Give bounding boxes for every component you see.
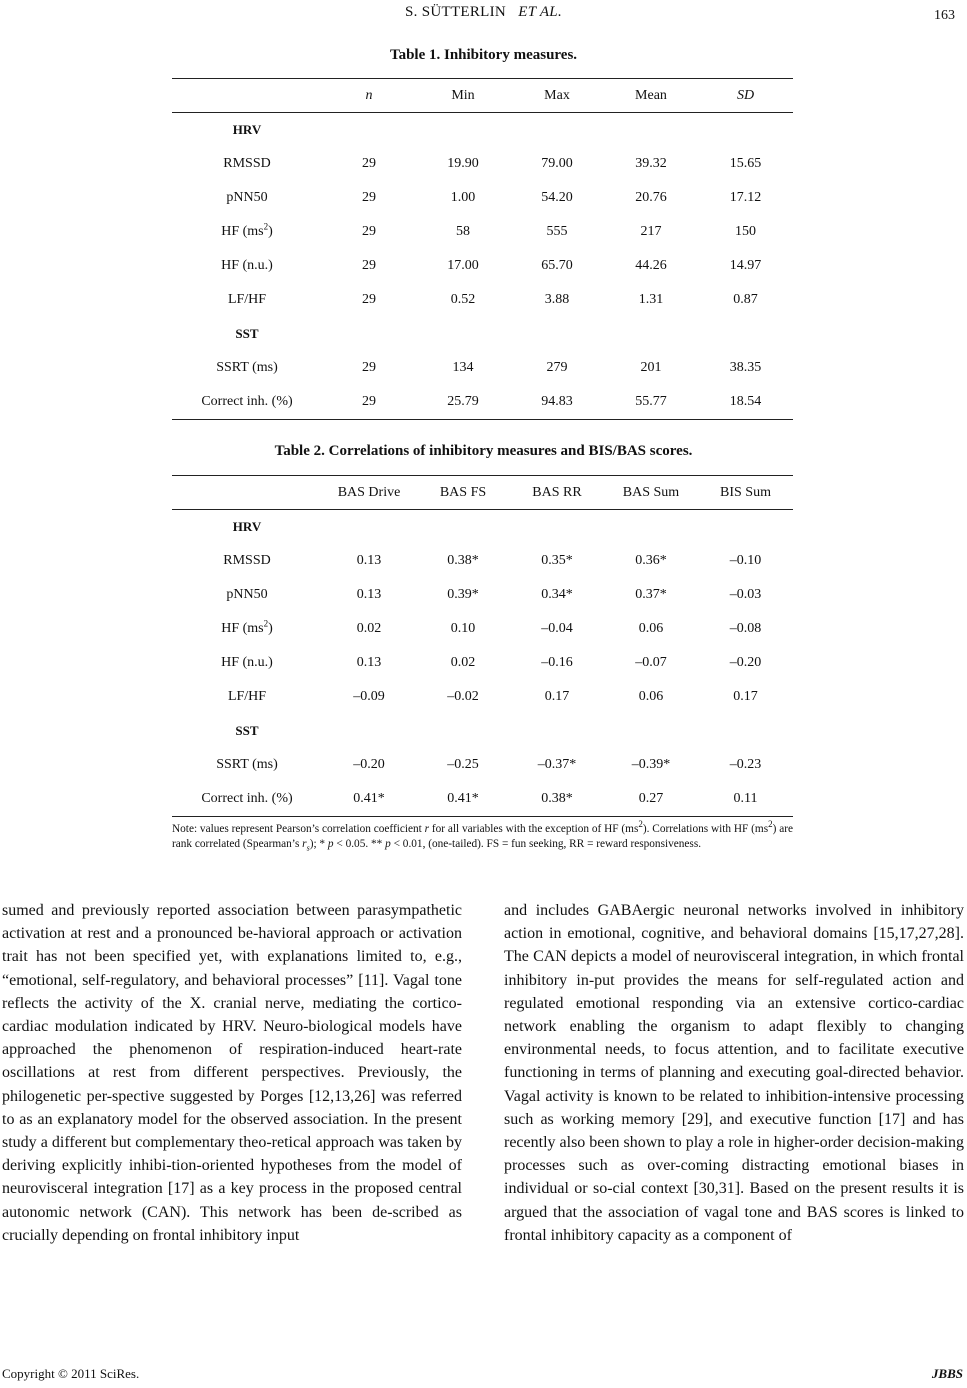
table1-col-header: Mean xyxy=(604,79,698,113)
table-row xyxy=(172,748,793,782)
table-cell xyxy=(322,317,416,351)
table-cell: 0.10 xyxy=(450,621,476,636)
row-label: RMSSD xyxy=(223,553,271,568)
table-row xyxy=(172,782,793,817)
table-cell: 0.27 xyxy=(604,782,698,817)
table-cell xyxy=(322,714,416,748)
table-row xyxy=(172,249,793,283)
table-cell xyxy=(416,113,510,148)
table2-body xyxy=(172,510,793,817)
table2-col-header: BAS Drive xyxy=(322,476,416,510)
table-cell: 0.39* xyxy=(447,587,479,602)
table-cell: 29 xyxy=(362,190,376,205)
page-number: 163 xyxy=(934,8,955,23)
table-row xyxy=(172,181,793,215)
row-label: HF (n.u.) xyxy=(221,258,273,273)
table-cell: 19.90 xyxy=(447,156,479,171)
journal-name: JBBS xyxy=(931,1366,963,1381)
row-label: SSRT (ms) xyxy=(216,757,278,772)
table-cell: 29 xyxy=(362,224,376,239)
table-cell: 29 xyxy=(362,360,376,375)
table-cell xyxy=(510,317,604,351)
table-cell xyxy=(416,714,510,748)
table1-col-header: n xyxy=(322,79,416,113)
table-row xyxy=(172,680,793,714)
running-head-authors: S. SÜTTERLIN xyxy=(404,4,507,20)
table-cell: 0.17 xyxy=(733,689,758,704)
table-cell: 29 xyxy=(362,258,376,273)
body-right-column xyxy=(504,899,964,1247)
table-cell: 38.35 xyxy=(729,360,762,375)
page-header xyxy=(0,4,967,28)
table2-header-row xyxy=(172,476,793,510)
row-label: Correct inh. (%) xyxy=(172,385,322,420)
table-cell: –0.37* xyxy=(537,757,577,772)
table-cell: 1.00 xyxy=(450,190,476,205)
table1 xyxy=(172,78,793,420)
row-label: SST xyxy=(235,326,259,341)
table-cell xyxy=(604,510,698,545)
table2 xyxy=(172,475,793,817)
table-row xyxy=(172,317,793,351)
table-cell xyxy=(510,113,604,148)
table-cell: 0.17 xyxy=(544,689,570,704)
table-row xyxy=(172,351,793,385)
table-cell: 3.88 xyxy=(544,292,570,307)
table-cell xyxy=(416,510,510,545)
table-cell: 17.12 xyxy=(729,190,762,205)
table2-col-header: BAS FS xyxy=(416,476,510,510)
table-cell xyxy=(604,317,698,351)
table-cell xyxy=(510,510,604,545)
right-column-text: and includes GABAergic neuronal networks involved in inhibitory action in emotional, cognitive, and behavioral domains [15,17,27,28]. The CAN depicts a model of neurovisceral integration, in which frontal inhibitory in-put provides the means for self-regulated action and regulated emotional responding via an extensive cortico-cardiac network enabling the organism to adapt flexibly to changing environmental needs, to focus attention, and to facilitate executive functioning in terms of planning and executing goal-directed behavior. Vagal activity is known to be related to inhibition-intensive processing such as working memory [29], and executive function [17] and has recently also been shown to play a role in higher-order decision-making processes such as over-coming distracting emotional biases in individual or so-cial context [30,31]. Based on the present results it is argued that the association of vagal tone and BAS scores is linked to frontal inhibitory capacity as a component of xyxy=(504,902,964,1244)
table-cell: 150 xyxy=(735,224,756,239)
table-cell: 0.06 xyxy=(638,621,664,636)
row-label: LF/HF xyxy=(227,292,267,307)
table-row xyxy=(172,283,793,317)
table-cell: –0.16 xyxy=(541,655,573,670)
table-cell: 0.87 xyxy=(733,292,758,307)
table-cell xyxy=(698,510,793,545)
table-cell: 55.77 xyxy=(604,385,698,420)
table-cell: 20.76 xyxy=(635,190,667,205)
table-cell: 0.38* xyxy=(510,782,604,817)
table-cell: 29 xyxy=(362,292,376,307)
table1-col-header: Max xyxy=(510,79,604,113)
copyright: Copyright © 2011 SciRes. xyxy=(2,1366,140,1381)
table-cell: 29 xyxy=(362,156,376,171)
table-cell: –0.02 xyxy=(447,689,479,704)
table-cell: 0.13 xyxy=(356,553,382,568)
table-cell: 79.00 xyxy=(541,156,573,171)
table-cell: 0.37* xyxy=(635,587,667,602)
table-cell: 29 xyxy=(322,385,416,420)
table1-body xyxy=(172,113,793,420)
table-cell: 58 xyxy=(456,224,470,239)
table-cell xyxy=(698,113,793,148)
table-row xyxy=(172,385,793,420)
table-cell: 134 xyxy=(452,360,474,375)
table-cell xyxy=(416,317,510,351)
table2-col-header: BIS Sum xyxy=(698,476,793,510)
table-cell xyxy=(322,510,416,545)
table-cell: 0.11 xyxy=(698,782,793,817)
table1-col-header xyxy=(172,79,322,113)
table-cell: –0.04 xyxy=(541,621,573,636)
row-label: pNN50 xyxy=(226,190,268,205)
table-row xyxy=(172,147,793,181)
table-cell: 18.54 xyxy=(698,385,793,420)
table-cell: 17.00 xyxy=(447,258,479,273)
table-row xyxy=(172,612,793,646)
table-cell: 217 xyxy=(640,224,662,239)
table-row xyxy=(172,578,793,612)
table-cell: 94.83 xyxy=(510,385,604,420)
table-cell: 555 xyxy=(546,224,568,239)
row-label: HF $(ms^2)$ xyxy=(221,618,273,636)
table-cell: –0.07 xyxy=(635,655,667,670)
table-cell: 14.97 xyxy=(729,258,762,273)
table-cell: 0.34* xyxy=(541,587,573,602)
table-cell: 0.02 xyxy=(356,621,382,636)
table-cell xyxy=(698,714,793,748)
table-cell: –0.20 xyxy=(729,655,762,670)
table1-header-row xyxy=(172,79,793,113)
row-label: SSRT (ms) xyxy=(216,360,278,375)
table2-note: Note: values represent Pearson’s correlation coefficient r for all variables with the exception of HF $(ms^2)$. Correlations with HF $(ms^2)$ are rank correlated (Spearman’s $r_s$); * p < 0.05. ** p < 0.01, (one-tailed). FS = fun seeking, RR = reward responsiveness. xyxy=(172,819,793,853)
table-cell: 0.41* xyxy=(416,782,510,817)
table-cell: 0.02 xyxy=(450,655,476,670)
row-label: pNN50 xyxy=(226,587,268,602)
table-cell: 0.13 xyxy=(356,655,382,670)
row-label: LF/HF xyxy=(227,689,267,704)
row-label: Correct inh. (%) xyxy=(172,782,322,817)
table1-col-header: SD xyxy=(698,79,793,113)
table-cell: 0.06 xyxy=(638,689,664,704)
table-cell: 65.70 xyxy=(541,258,573,273)
table-row xyxy=(172,113,793,148)
table-row xyxy=(172,544,793,578)
table-cell: 15.65 xyxy=(729,156,762,171)
table2-col-header: BAS RR xyxy=(510,476,604,510)
row-label: SST xyxy=(235,723,259,738)
table2-col-header xyxy=(172,476,322,510)
table-cell: –0.10 xyxy=(729,553,762,568)
table-cell: 201 xyxy=(640,360,662,375)
table-cell: –0.23 xyxy=(729,757,762,772)
table-cell: –0.39* xyxy=(631,757,671,772)
table-cell: –0.09 xyxy=(353,689,385,704)
body-left-column xyxy=(2,899,462,1247)
left-column-text: sumed and previously reported association between parasympathetic activation at rest and a pronounced be-havioral approach or activation trait has not been specified yet, with explanations limited to, e.g., “emotional, self-regulatory, and behavioral processes” [11]. Vagal tone reflects the activity of the X. cranial nerve, mediating the cortico-cardiac modulation indicated by HRV. Neuro-biological models have approached the phenomenon of respiration-induced heart-rate oscillations at rest from different perspectives. Previously, the philogenetic per-spective suggested by Porges [12,13,26] was referred to as an explanatory model for the observed association. In the present study a different but complementary theo-retical approach was taken by deriving explicitly inhibi-tion-oriented hypotheses from the model of neurovisceral integration [17] as a key process in the proposed central autonomic network (CAN). This network has been de-scribed as crucially depending on frontal inhibitory input xyxy=(2,902,462,1244)
row-label: RMSSD xyxy=(223,156,271,171)
table-cell: 1.31 xyxy=(638,292,664,307)
table-row xyxy=(172,215,793,249)
table-cell xyxy=(698,317,793,351)
table1-col-header: Min xyxy=(416,79,510,113)
table-cell: –0.03 xyxy=(729,587,762,602)
table-cell xyxy=(604,714,698,748)
table-cell: 0.35* xyxy=(541,553,573,568)
table-cell xyxy=(604,113,698,148)
table-row xyxy=(172,510,793,545)
running-head xyxy=(0,4,967,21)
table-cell: –0.25 xyxy=(447,757,479,772)
table-cell: 44.26 xyxy=(635,258,667,273)
table-cell: 39.32 xyxy=(635,156,667,171)
table2-caption: Table 2. Correlations of inhibitory measures and BIS/BAS scores. xyxy=(274,443,693,459)
row-label: HRV xyxy=(232,519,262,534)
table1-caption: Table 1. Inhibitory measures. xyxy=(389,47,578,63)
table2-col-header: BAS Sum xyxy=(604,476,698,510)
row-label: HF (n.u.) xyxy=(221,655,273,670)
table-cell: 0.13 xyxy=(356,587,382,602)
table-cell: 279 xyxy=(546,360,568,375)
table-cell: –0.20 xyxy=(353,757,385,772)
running-head-etal: ET AL. xyxy=(518,4,563,20)
table-cell: 0.36* xyxy=(635,553,667,568)
table-cell: –0.08 xyxy=(729,621,762,636)
table-row xyxy=(172,646,793,680)
table-cell xyxy=(322,113,416,148)
row-label: HF $(ms^2)$ xyxy=(221,221,273,239)
table-cell: 54.20 xyxy=(541,190,573,205)
row-label: HRV xyxy=(232,122,262,137)
table-cell: 0.52 xyxy=(450,292,476,307)
table-cell xyxy=(510,714,604,748)
table-cell: 25.79 xyxy=(416,385,510,420)
table-row xyxy=(172,714,793,748)
table-cell: 0.41* xyxy=(322,782,416,817)
table-cell: 0.38* xyxy=(447,553,479,568)
